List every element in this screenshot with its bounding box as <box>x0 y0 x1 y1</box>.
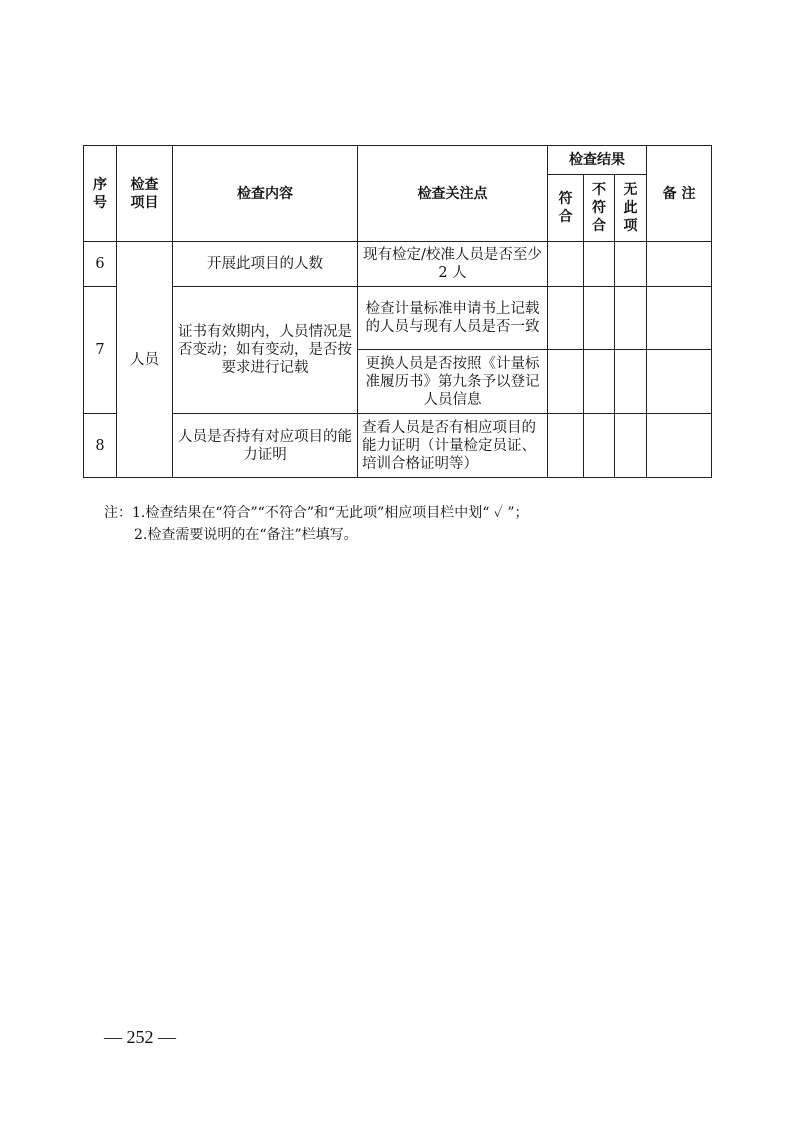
na-cell[interactable] <box>615 242 647 287</box>
notes <box>104 502 724 546</box>
row-focus: 更换人员是否按照《计量标准履历书》第九条予以登记人员信息 <box>358 350 548 414</box>
header-result: 检查结果 <box>548 146 647 175</box>
table-row <box>84 242 712 287</box>
header-nonconform: 不 符 合 <box>584 175 615 242</box>
nonconform-cell[interactable] <box>584 414 615 478</box>
row-focus: 查看人员是否有相应项目的能力证明（计量检定员证、培训合格证明等） <box>358 414 548 478</box>
na-cell[interactable] <box>615 287 647 350</box>
header-item: 检查 项目 <box>117 146 173 242</box>
na-cell[interactable] <box>615 350 647 414</box>
header-conform: 符 合 <box>548 175 584 242</box>
page-number: — 252 — <box>104 1027 176 1047</box>
table-row <box>84 414 712 478</box>
row-seq: 8 <box>84 414 117 478</box>
header-focus: 检查关注点 <box>358 146 548 242</box>
na-cell[interactable] <box>615 414 647 478</box>
row-seq: 6 <box>84 242 117 287</box>
header-remark: 备 注 <box>647 146 712 242</box>
row-content: 人员是否持有对应项目的能力证明 <box>173 414 358 478</box>
conform-cell[interactable] <box>548 287 584 350</box>
row-content: 证书有效期内，人员情况是否变动；如有变动，是否按要求进行记载 <box>173 287 358 414</box>
inspection-table <box>83 145 712 478</box>
remark-cell[interactable] <box>647 242 712 287</box>
conform-cell[interactable] <box>548 414 584 478</box>
header-seq: 序 号 <box>84 146 117 242</box>
nonconform-cell[interactable] <box>584 242 615 287</box>
nonconform-cell[interactable] <box>584 350 615 414</box>
remark-cell[interactable] <box>647 287 712 350</box>
group-item: 人员 <box>117 242 173 478</box>
conform-cell[interactable] <box>548 350 584 414</box>
note-line-1: 注：1.检查结果在“符合”“不符合”和“无此项”相应项目栏中划“ ✓ ”； <box>104 505 529 521</box>
row-seq: 7 <box>84 287 117 414</box>
header-na: 无 此 项 <box>615 175 647 242</box>
row-content: 开展此项目的人数 <box>173 242 358 287</box>
remark-cell[interactable] <box>647 350 712 414</box>
conform-cell[interactable] <box>548 242 584 287</box>
nonconform-cell[interactable] <box>584 287 615 350</box>
row-focus: 检查计量标准申请书上记载的人员与现有人员是否一致 <box>358 287 548 350</box>
header-content: 检查内容 <box>173 146 358 242</box>
note-line-2: 2.检查需要说明的在“备注”栏填写。 <box>134 527 358 543</box>
remark-cell[interactable] <box>647 414 712 478</box>
table-row <box>84 287 712 350</box>
row-focus: 现有检定/校准人员是否至少 2 人 <box>358 242 548 287</box>
